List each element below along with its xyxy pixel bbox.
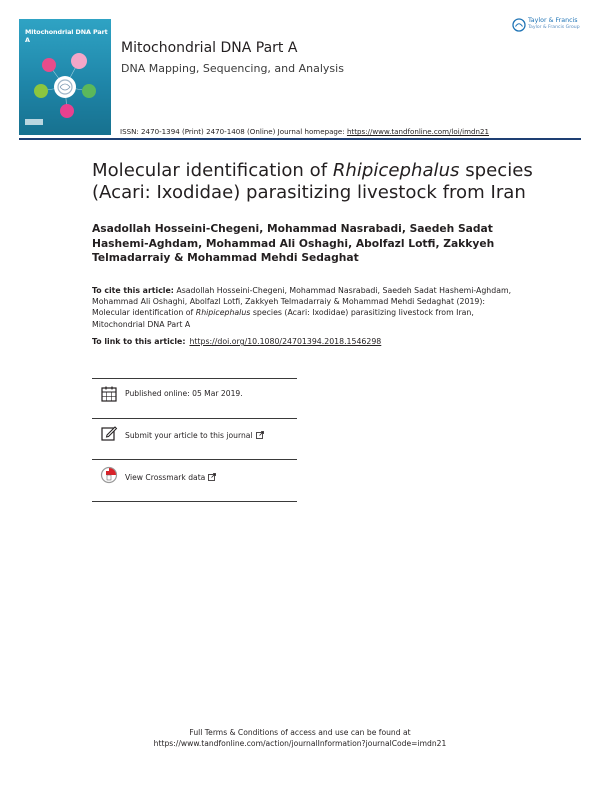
journal-subtitle: DNA Mapping, Sequencing, and Analysis bbox=[121, 62, 344, 75]
cover-title: Mitochondrial DNA Part A bbox=[25, 28, 108, 44]
crossmark-link[interactable]: View Crossmark data bbox=[125, 473, 206, 482]
footer-url[interactable]: https://www.tandfonline.com/action/journalInformation?journalCode=imdn21 bbox=[153, 739, 447, 748]
citation-italic: Rhipicephalus bbox=[195, 308, 251, 318]
header-rule bbox=[19, 138, 581, 140]
edit-icon bbox=[100, 424, 118, 442]
journal-homepage-link[interactable]: https://www.tandfonline.com/loi/imdn21 bbox=[346, 127, 490, 136]
divider bbox=[92, 501, 297, 502]
publisher-logo-text: Taylor & Francis bbox=[528, 17, 578, 24]
journal-title: Mitochondrial DNA Part A bbox=[121, 40, 298, 56]
doi-link[interactable]: https://doi.org/10.1080/24701394.2018.1546298 bbox=[189, 337, 382, 346]
divider bbox=[92, 418, 297, 419]
footer-terms: Full Terms & Conditions of access and use can be found at bbox=[189, 728, 411, 737]
citation-label: To cite this article: bbox=[92, 286, 174, 295]
title-part2: species (Acari: Ixodidae) parasitizing livestock from Iran bbox=[92, 160, 533, 203]
divider bbox=[92, 378, 297, 379]
article-title bbox=[92, 160, 552, 204]
authors: Asadollah Hosseini-Chegeni, Mohammad Nasrabadi, Saedeh Sadat Hashemi-Aghdam, Mohammad Ali Oshaghi, Abolfazl Lotfi, Zakkyeh Telmadarraiy & Mohammad Mehdi Sedaghat bbox=[92, 222, 495, 264]
tf-logo-icon bbox=[512, 18, 526, 32]
publisher-logo[interactable] bbox=[512, 18, 584, 34]
citation bbox=[92, 285, 524, 330]
title-part1: Molecular identification of bbox=[92, 160, 333, 181]
journal-cover bbox=[19, 19, 111, 135]
external-link-icon bbox=[256, 431, 264, 439]
cover-diagram-icon bbox=[19, 19, 111, 135]
title-italic: Rhipicephalus bbox=[332, 160, 460, 181]
doi-label: To link to this article: bbox=[92, 337, 186, 346]
footer bbox=[0, 727, 600, 749]
issn-line bbox=[120, 127, 489, 136]
issn-text: ISSN: 2470-1394 (Print) 2470-1408 (Online) Journal homepage: bbox=[120, 127, 347, 136]
crossmark-icon bbox=[100, 466, 118, 484]
published-date: Published online: 05 Mar 2019. bbox=[125, 389, 243, 398]
publisher-logo-subtext: Taylor & Francis Group bbox=[528, 24, 580, 30]
divider bbox=[92, 459, 297, 460]
external-link-icon bbox=[208, 473, 216, 481]
crossmark-row[interactable] bbox=[125, 473, 216, 482]
citation-text-2: species (Acari: Ixodidae) parasitizing livestock from Iran, Mitochondrial DNA Part A bbox=[92, 308, 474, 329]
calendar-icon bbox=[100, 385, 118, 403]
submit-article-row[interactable] bbox=[125, 431, 264, 440]
citation-text-1: Asadollah Hosseini-Chegeni, Mohammad Nasrabadi, Saedeh Sadat Hashemi-Aghdam, Mohammad Ali Oshaghi, Abolfazl Lotfi, Zakkyeh Telmadarraiy & Mohammad Mehdi Sedaghat (2019): Molecular identification of bbox=[92, 286, 512, 318]
doi-row bbox=[92, 337, 381, 346]
submit-article-link[interactable]: Submit your article to this journal bbox=[125, 431, 253, 440]
